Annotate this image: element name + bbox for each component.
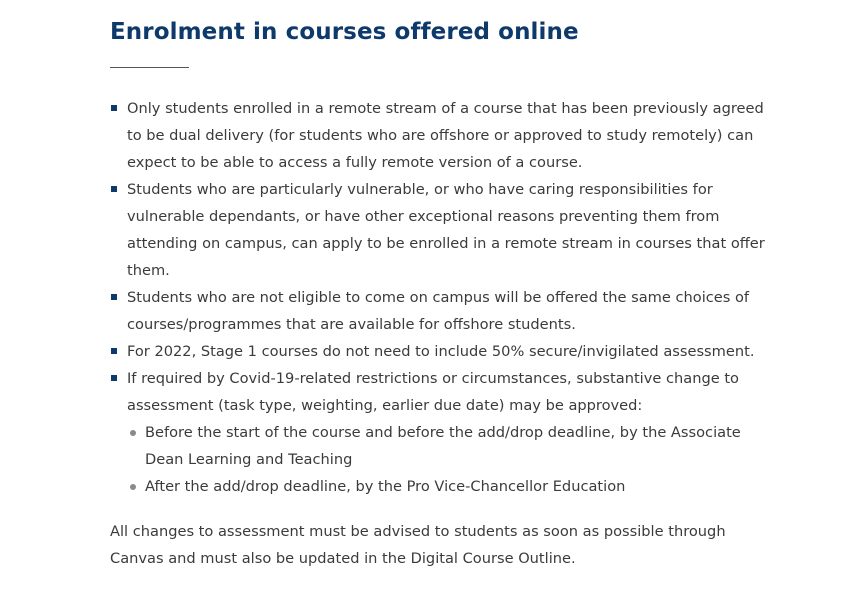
list-item — [110, 95, 770, 176]
content-section — [110, 14, 770, 572]
heading-divider — [110, 67, 189, 68]
list-item-text: Only students enrolled in a remote stream of a course that has been previously agreed to be dual delivery (for students who are offshore or approved to study remotely) can expect to be able to access a fully remote version of a course. — [127, 100, 764, 171]
list-item — [110, 338, 770, 365]
page-title: Enrolment in courses offered online — [110, 19, 579, 45]
list-item-text: For 2022, Stage 1 courses do not need to include 50% secure/invigilated assessment. — [127, 343, 755, 360]
sub-list-item-text: After the add/drop deadline, by the Pro Vice-Chancellor Education — [145, 478, 626, 495]
square-bullet-icon — [111, 105, 117, 111]
list-item-text: Students who are particularly vulnerable, or who have caring responsibilities for vulnerable dependants, or have other exceptional reasons preventing them from attending on campus, can apply to be enrolled in a remote stream in courses that offer them. — [127, 181, 765, 279]
sub-list-item — [127, 473, 770, 500]
closing-paragraph: All changes to assessment must be advised to students as soon as possible through Canvas and must also be updated in the Digital Course Outline. — [110, 523, 726, 567]
approval-sublist — [127, 419, 770, 500]
round-bullet-icon — [130, 484, 136, 490]
list-item — [110, 284, 770, 338]
list-item-text: Students who are not eligible to come on campus will be offered the same choices of courses/programmes that are available for offshore students. — [127, 289, 750, 333]
policy-list — [110, 95, 770, 500]
list-item — [110, 176, 770, 284]
square-bullet-icon — [111, 186, 117, 192]
round-bullet-icon — [130, 430, 136, 436]
square-bullet-icon — [111, 375, 117, 381]
square-bullet-icon — [111, 294, 117, 300]
sub-list-item-text: Before the start of the course and before the add/drop deadline, by the Associate Dean Learning and Teaching — [145, 424, 741, 468]
sub-list-item — [127, 419, 770, 473]
list-item-text: If required by Covid-19-related restrictions or circumstances, substantive change to assessment (task type, weighting, earlier due date) may be approved: — [127, 370, 739, 414]
list-item — [110, 365, 770, 500]
square-bullet-icon — [111, 348, 117, 354]
